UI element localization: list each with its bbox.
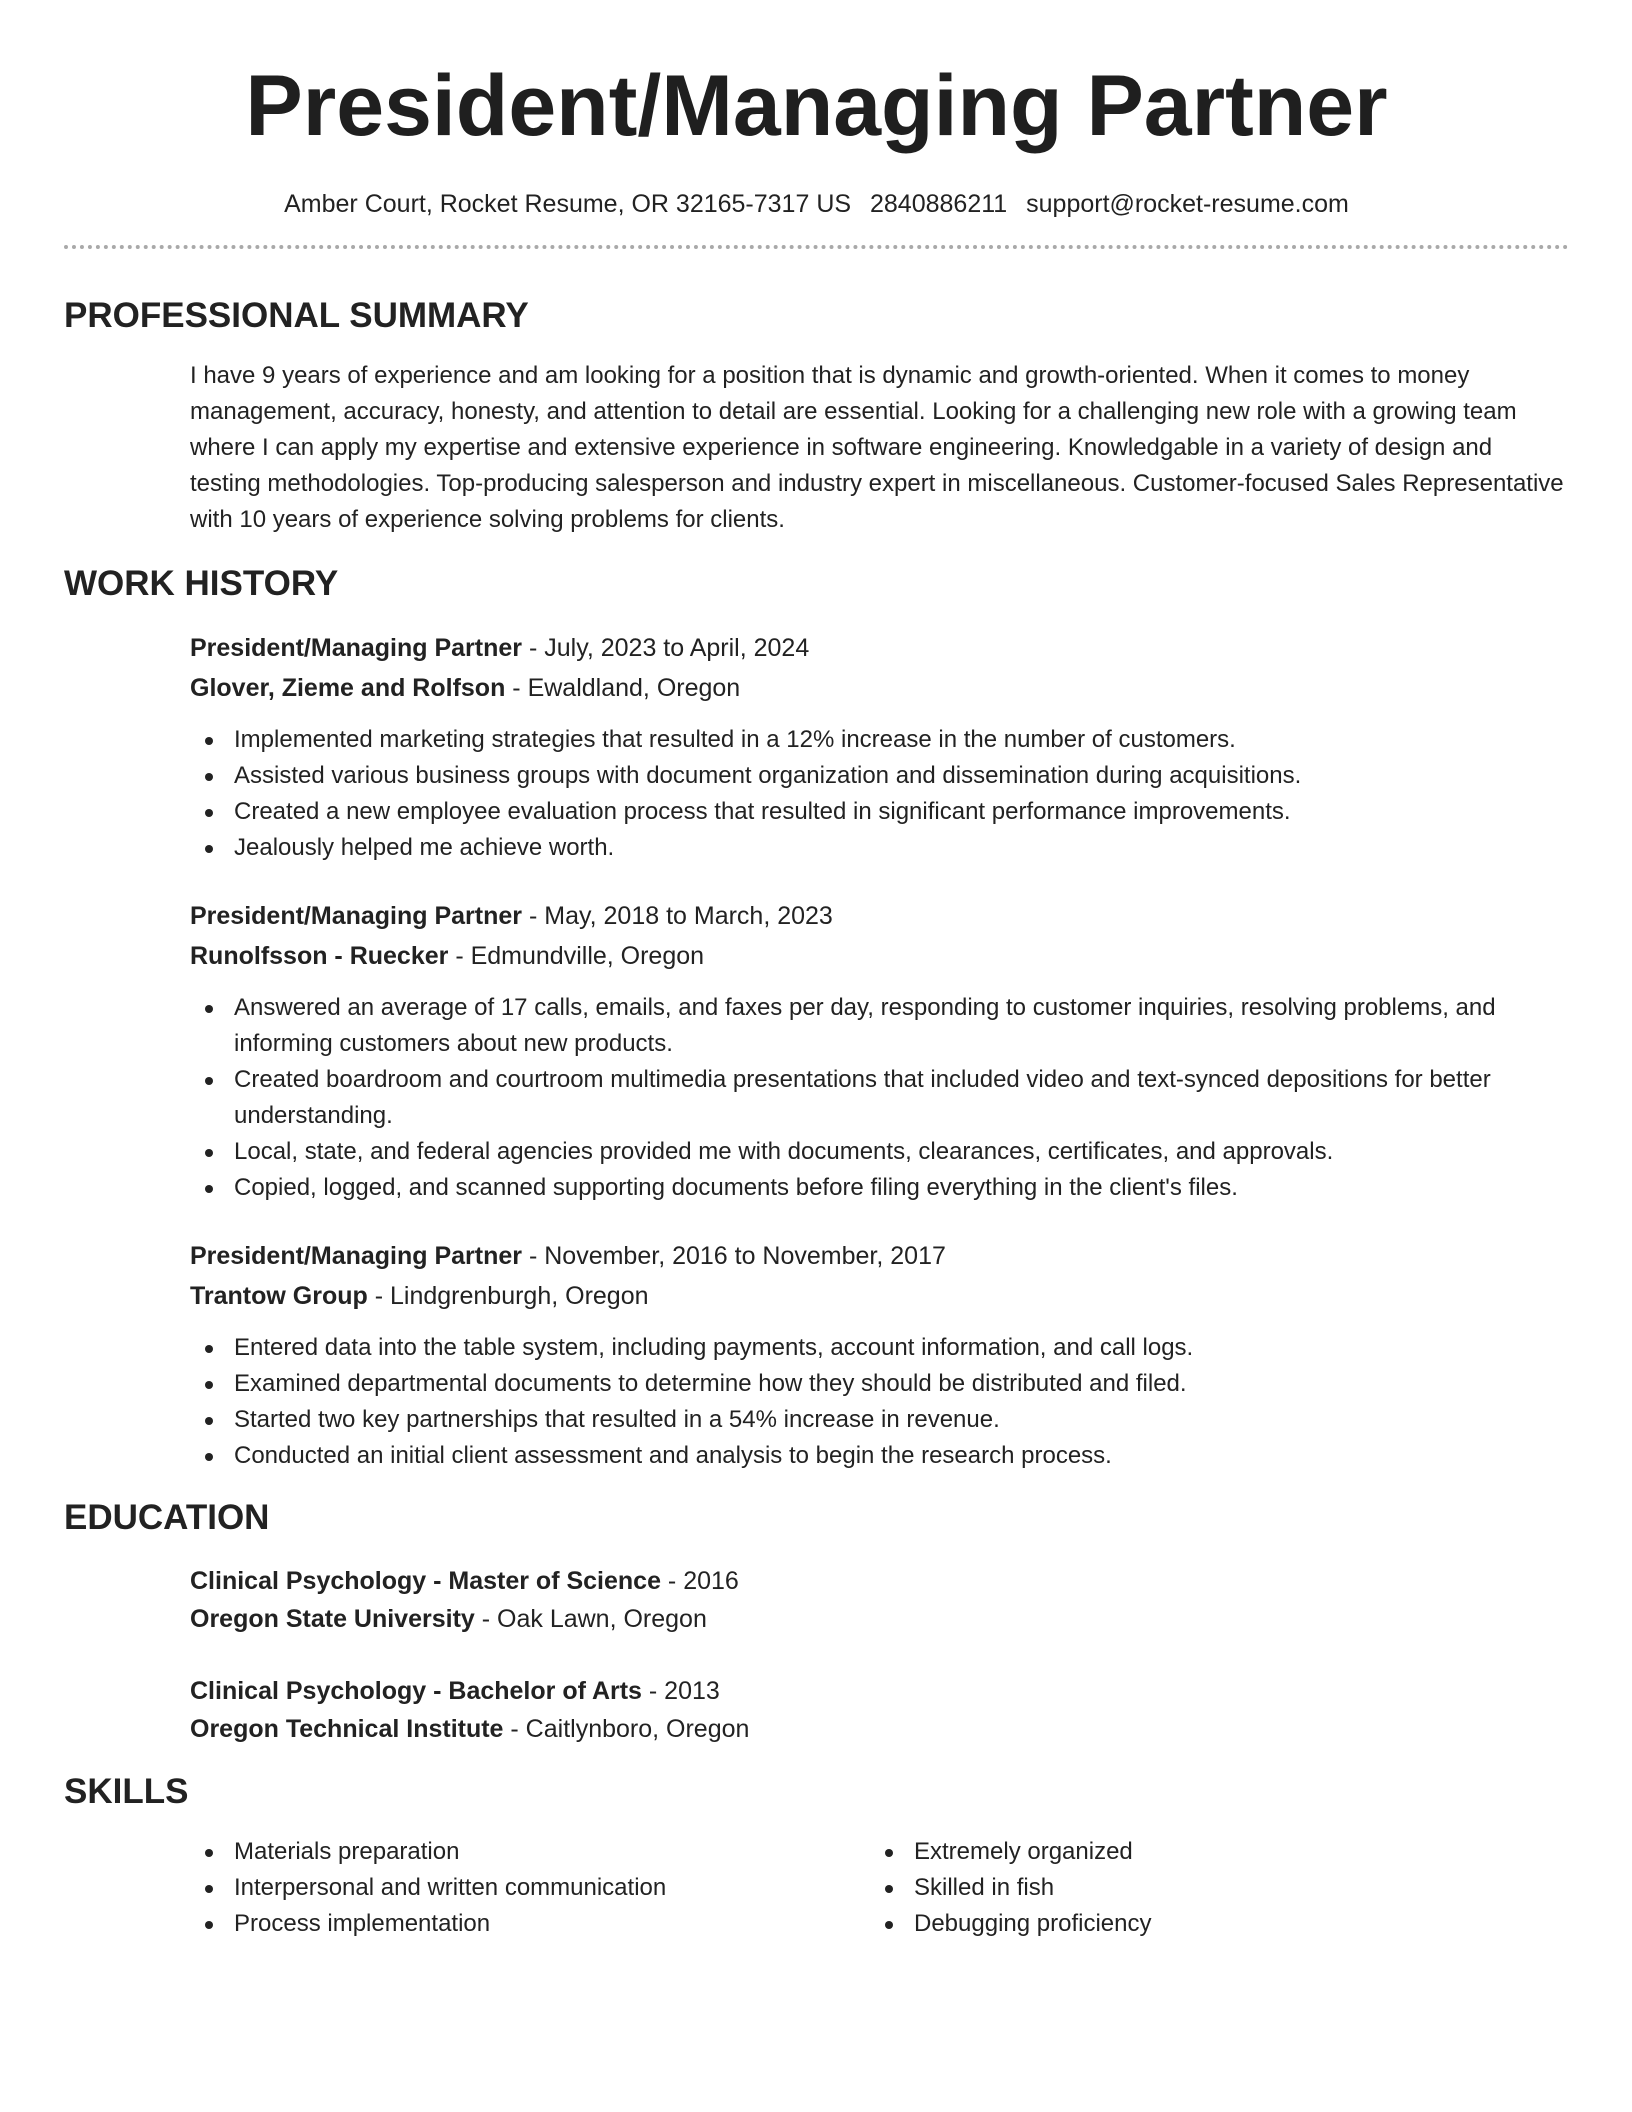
skills-section: [64, 1770, 1569, 1942]
school-location: - Oak Lawn, Oregon: [474, 1605, 707, 1633]
list-item: Examined departmental documents to determine how they should be distributed and filed.: [190, 1366, 1569, 1402]
school-name: Oregon Technical Institute: [190, 1715, 504, 1743]
skills-column-right: [870, 1834, 1550, 1942]
summary-heading: PROFESSIONAL SUMMARY: [64, 296, 529, 335]
school-location: - Caitlynboro, Oregon: [503, 1715, 750, 1743]
skill-item: Skilled in fish: [870, 1870, 1550, 1906]
job-bullets: [190, 1330, 1569, 1474]
skills-heading: SKILLS: [64, 1772, 189, 1811]
list-item: Started two key partnerships that resulted in a 54% increase in revenue.: [190, 1402, 1569, 1438]
list-item: Created a new employee evaluation process that resulted in significant performance improvements.: [190, 794, 1569, 830]
resume-header: [64, 0, 1569, 249]
job-company-line: [190, 936, 1569, 976]
job-location: - Ewaldland, Oregon: [505, 674, 741, 702]
resume-page: [64, 0, 1569, 1942]
header-divider: [64, 245, 1569, 249]
degree-name: Clinical Psychology - Bachelor of Arts: [190, 1677, 642, 1705]
job-bullets: [190, 990, 1569, 1206]
school-line: [190, 1600, 1569, 1638]
job-dates: - May, 2018 to March, 2023: [522, 902, 833, 930]
job-dates: - July, 2023 to April, 2024: [522, 634, 810, 662]
job-title-line: [190, 896, 1569, 936]
job-company-line: [190, 1276, 1569, 1316]
list-item: Answered an average of 17 calls, emails, and faxes per day, responding to customer inquiries, resolving problems, and informing customers about new products.: [190, 990, 1569, 1062]
job-entry: [190, 1236, 1569, 1474]
list-item: Entered data into the table system, including payments, account information, and call logs.: [190, 1330, 1569, 1366]
degree-name: Clinical Psychology - Master of Science: [190, 1567, 661, 1595]
skill-item: Process implementation: [190, 1906, 870, 1942]
degree-year: - 2016: [660, 1567, 739, 1595]
degree-line: [190, 1672, 1569, 1710]
list-item: Local, state, and federal agencies provided me with documents, clearances, certificates, and approvals.: [190, 1134, 1569, 1170]
school-line: [190, 1710, 1569, 1748]
summary-text: I have 9 years of experience and am looking for a position that is dynamic and growth-oriented. When it comes to money management, accuracy, honesty, and attention to detail are essential. Looking for a challenging new role with a growing team where I can apply my expertise and extensive experience in software engineering. Knowledgable in a variety of design and testing methodologies. Top-producing salesperson and industry expert in miscellaneous. Customer-focused Sales Representative with 10 years of experience solving problems for clients.: [190, 362, 1564, 533]
list-item: Jealously helped me achieve worth.: [190, 830, 1569, 866]
job-company: Runolfsson - Ruecker: [190, 942, 449, 970]
job-company: Trantow Group: [190, 1282, 368, 1310]
job-role: President/Managing Partner: [190, 1242, 523, 1270]
job-location: - Edmundville, Oregon: [448, 942, 705, 970]
list-item: Implemented marketing strategies that resulted in a 12% increase in the number of customers.: [190, 722, 1569, 758]
job-title-line: [190, 628, 1569, 668]
job-company: Glover, Zieme and Rolfson: [190, 674, 506, 702]
contact-address: Amber Court, Rocket Resume, OR 32165-7317 US: [284, 190, 852, 218]
skills-grid: [190, 1834, 1569, 1942]
job-role: President/Managing Partner: [190, 902, 523, 930]
education-entry: [190, 1672, 1569, 1748]
job-role: President/Managing Partner: [190, 634, 523, 662]
skill-item: Debugging proficiency: [870, 1906, 1550, 1942]
summary-section: [64, 294, 1569, 538]
contact-phone: 2840886211: [870, 190, 1008, 218]
skill-item: Extremely organized: [870, 1834, 1550, 1870]
education-entry: [190, 1562, 1569, 1638]
list-item: Created boardroom and courtroom multimedia presentations that included video and text-synced depositions for better understanding.: [190, 1062, 1569, 1134]
work-history-heading: WORK HISTORY: [64, 564, 339, 603]
job-bullets: [190, 722, 1569, 866]
list-item: Copied, logged, and scanned supporting documents before filing everything in the client's files.: [190, 1170, 1569, 1206]
candidate-name: President/Managing Partner: [245, 58, 1388, 154]
education-section: [64, 1496, 1569, 1748]
skills-column-left: [190, 1834, 870, 1942]
list-item: Conducted an initial client assessment and analysis to begin the research process.: [190, 1438, 1569, 1474]
job-location: - Lindgrenburgh, Oregon: [367, 1282, 649, 1310]
job-entry: [190, 628, 1569, 866]
degree-year: - 2013: [641, 1677, 720, 1705]
skill-item: Materials preparation: [190, 1834, 870, 1870]
list-item: Assisted various business groups with document organization and dissemination during acquisitions.: [190, 758, 1569, 794]
education-heading: EDUCATION: [64, 1498, 270, 1537]
contact-email: support@rocket-resume.com: [1026, 190, 1349, 218]
school-name: Oregon State University: [190, 1605, 475, 1633]
job-entry: [190, 896, 1569, 1206]
job-dates: - November, 2016 to November, 2017: [522, 1242, 946, 1270]
degree-line: [190, 1562, 1569, 1600]
contact-line: [64, 188, 1569, 220]
job-company-line: [190, 668, 1569, 708]
work-history-section: [64, 562, 1569, 1474]
job-title-line: [190, 1236, 1569, 1276]
skill-item: Interpersonal and written communication: [190, 1870, 870, 1906]
